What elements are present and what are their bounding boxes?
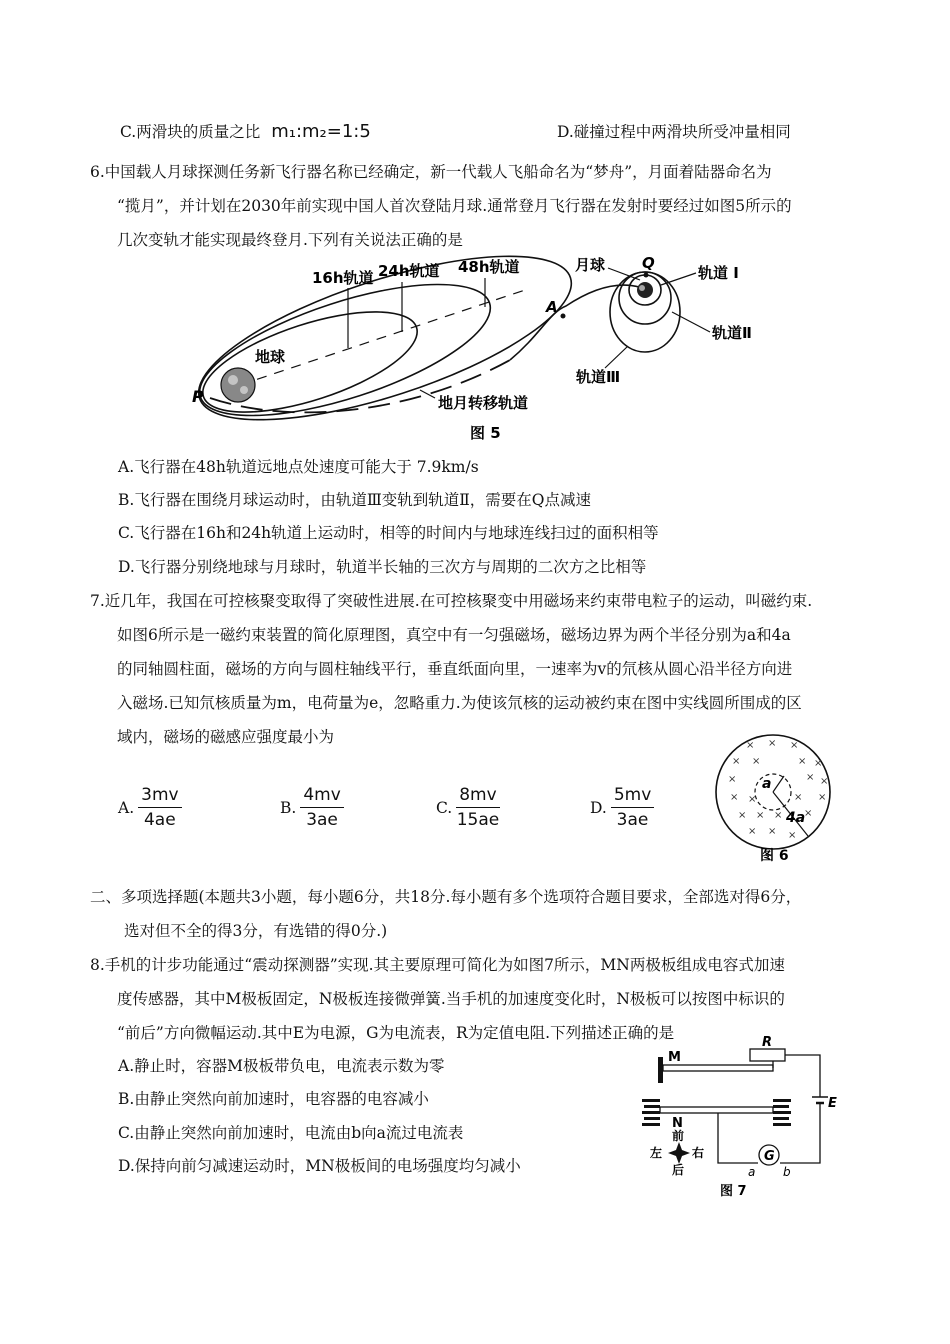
label-A: A (546, 298, 558, 316)
field-cross-icon: × (820, 776, 829, 787)
q5-option-c-text: C.两滑块的质量之比 (120, 123, 261, 141)
q8-option-b: B.由静止突然向前加速时，电容器的电容减小 (118, 1090, 429, 1108)
earth-icon (221, 368, 255, 402)
figure7-caption: 图 7 (720, 1184, 747, 1199)
label-G: G (764, 1149, 775, 1164)
q5-option-c (120, 121, 371, 143)
q6-orbit-figure (180, 250, 780, 450)
label-front: 前 (672, 1129, 685, 1143)
field-cross-icon: × (732, 756, 741, 767)
field-cross-icon: × (768, 826, 777, 837)
q8-option-c: C.由静止突然向前加速时，电流由b向a流过电流表 (118, 1124, 464, 1142)
label-M: M (668, 1050, 681, 1065)
figure5-caption: 图 5 (470, 424, 501, 442)
q6-option-d: D.飞行器分别绕地球与月球时，轨道半长轴的三次方与周期的二次方之比相等 (118, 558, 647, 576)
field-cross-icon: × (730, 792, 739, 803)
label-Q: Q (642, 254, 655, 272)
q7-option-a: A. $\frac{3mv}{4ae}$ (118, 785, 182, 830)
label-48h: 48h轨道 (458, 258, 520, 276)
resistor-R (750, 1049, 785, 1061)
q7-stem-line5: 域内，磁场的磁感应强度最小为 (117, 728, 335, 746)
label-R: R (762, 1035, 773, 1050)
direction-compass-icon (668, 1142, 690, 1164)
moon-icon (637, 282, 653, 298)
q6-stem-line1: 6.中国载人月球探测任务新飞行器名称已经确定，新一代载人飞船命名为“梦舟”，月面着陆器命名为 (90, 163, 772, 181)
field-cross-icon: × (746, 740, 755, 751)
label-24h: 24h轨道 (378, 262, 440, 280)
q8-option-a: A.静止时，容器M极板带负电，电流表示数为零 (118, 1057, 445, 1075)
q6-option-a: A.飞行器在48h轨道远地点处速度可能大于 7.9km/s (118, 458, 479, 476)
label-N: N (672, 1116, 683, 1131)
q7-magnetic-figure (708, 730, 840, 870)
label-16h: 16h轨道 (312, 269, 374, 287)
field-cross-icon: × (814, 758, 823, 769)
q8-option-d: D.保持向前匀减速运动时，MN极板间的电场强度均匀减小 (118, 1157, 521, 1175)
label-P: P (192, 387, 204, 406)
label-back: 后 (672, 1163, 685, 1177)
q8-stem-line2: 度传感器，其中M极板固定，N极板连接微弹簧.当手机的加速度变化时，N极板可以按图中标识的 (117, 990, 785, 1008)
label-E: E (828, 1096, 837, 1111)
q6-stem-line3: 几次变轨才能实现最终登月.下列有关说法正确的是 (117, 231, 463, 249)
q7-stem-line4: 入磁场.已知氘核质量为m，电荷量为e，忽略重力.为使该氘核的运动被约束在图中实线圆所围成的区 (117, 694, 802, 712)
q8-stem-line1: 8.手机的计步功能通过“震动探测器”实现.其主要原理可简化为如图7所示，MN两极板组成电容式加速 (90, 956, 785, 974)
section2-line1: 二、多项选择题(本题共3小题，每小题6分，共18分.每小题有多个选项符合题目要求，全部选对得6分， (90, 888, 802, 906)
field-cross-icon: × (818, 792, 827, 803)
label-a: a (762, 776, 772, 792)
field-cross-icon: × (756, 810, 765, 821)
q6-option-b: B.飞行器在围绕月球运动时，由轨道Ⅲ变轨到轨道Ⅱ，需要在Q点减速 (118, 491, 592, 509)
field-cross-icon: × (768, 738, 777, 749)
section2-line2: 选对但不全的得3分，有选错的得0分.) (124, 922, 388, 940)
field-cross-icon: × (738, 810, 747, 821)
plate-M (663, 1065, 773, 1071)
label-orbit2: 轨道Ⅱ (712, 324, 752, 342)
label-orbit3: 轨道Ⅲ (576, 368, 621, 386)
field-cross-icon: × (728, 774, 737, 785)
label-right: 右 (692, 1146, 705, 1160)
q5-option-d: D.碰撞过程中两滑块所受冲量相同 (557, 123, 791, 141)
field-cross-icon: × (748, 794, 757, 805)
q7-stem-line2: 如图6所示是一磁约束装置的简化原理图，真空中有一匀强磁场，磁场边界为两个半径分别为a和4a (117, 626, 791, 644)
label-earth: 地球 (255, 348, 286, 366)
label-orbit1: 轨道 I (698, 264, 739, 282)
label-b-terminal: b (783, 1165, 791, 1179)
field-cross-icon: × (790, 740, 799, 751)
label-moon: 月球 (575, 256, 606, 274)
label-a-terminal: a (748, 1165, 756, 1179)
field-cross-icon: × (804, 808, 813, 819)
q6-option-c: C.飞行器在16h和24h轨道上运动时，相等的时间内与地球连线扫过的面积相等 (118, 524, 659, 542)
q7-option-c: C. $\frac{8mv}{15ae}$ (436, 785, 500, 830)
label-transfer: 地月转移轨道 (438, 394, 529, 412)
q8-stem-line3: “前后”方向微幅运动.其中E为电源，G为电流表，R为定值电阻.下列描述正确的是 (117, 1024, 675, 1042)
q6-stem-line2: “揽月”，并计划在2030年前实现中国人首次登陆月球.通常登月飞行器在发射时要经过如图5所示的 (117, 197, 792, 215)
q7-option-b: B. $\frac{4mv}{3ae}$ (280, 785, 344, 830)
transfer-orbit-solid (510, 285, 648, 360)
q7-stem-line1: 7.近几年，我国在可控核聚变取得了突破性进展.在可控核聚变中用磁场来约束带电粒子的运动，叫磁约束. (90, 592, 813, 610)
q8-circuit-figure (630, 1035, 845, 1205)
plate-N (660, 1107, 773, 1113)
field-cross-icon: × (748, 826, 757, 837)
field-cross-icon: × (788, 830, 797, 841)
field-cross-icon: × (752, 756, 761, 767)
field-cross-icon: × (794, 792, 803, 803)
field-cross-icon: × (774, 810, 783, 821)
q5-option-c-formula: m₁:m₂=1:5 (271, 121, 371, 142)
q7-option-d: D. $\frac{5mv}{3ae}$ (590, 785, 654, 830)
label-4a: 4a (786, 810, 806, 826)
q7-stem-line3: 的同轴圆柱面，磁场的方向与圆柱轴线平行，垂直纸面向里，一速率为v的氘核从圆心沿半径方向进 (117, 660, 793, 678)
figure6-caption: 图 6 (760, 848, 789, 864)
field-cross-icon: × (798, 756, 807, 767)
field-cross-icon: × (806, 772, 815, 783)
label-left: 左 (650, 1146, 663, 1160)
